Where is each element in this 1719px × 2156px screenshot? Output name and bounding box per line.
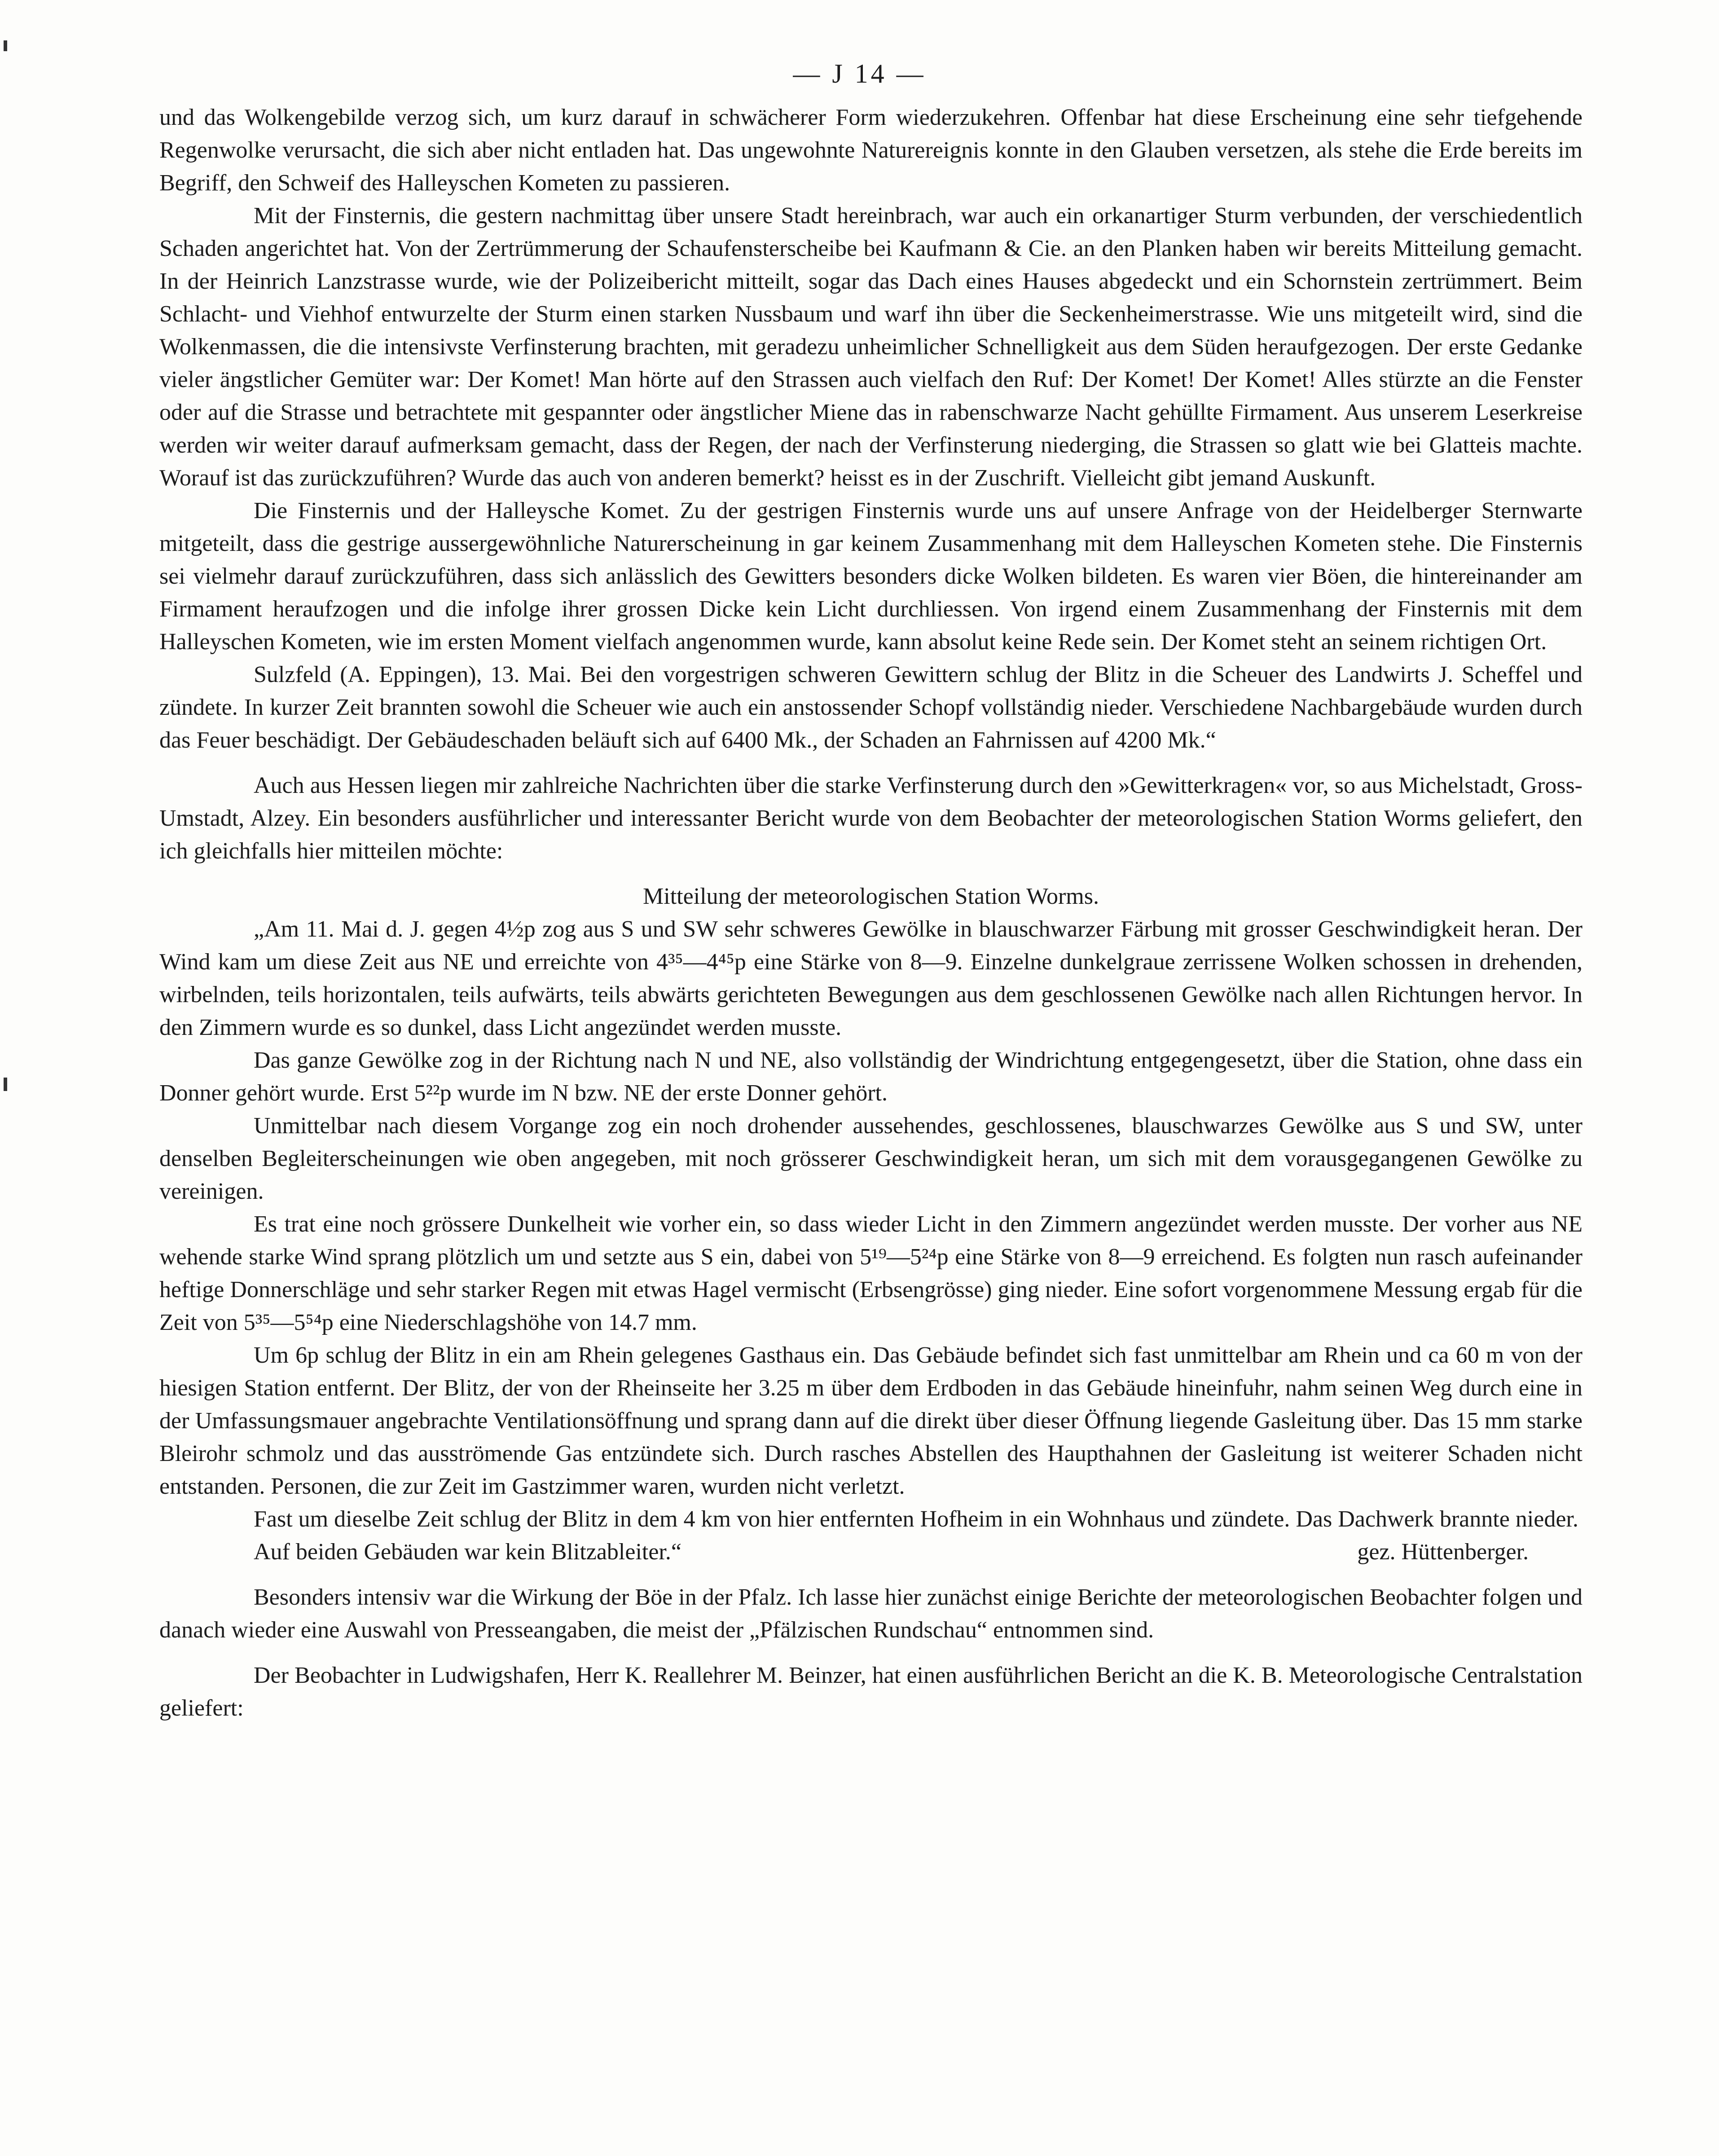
paragraph: Der Beobachter in Ludwigshafen, Herr K. Reallehrer M. Beinzer, hat einen ausführlichen Bericht an die K. B. Meteorologische Centralstation geliefert: bbox=[159, 1663, 1583, 1721]
paragraph: Um 6p schlug der Blitz in ein am Rhein gelegenes Gasthaus ein. Das Gebäude befindet sich fast unmittelbar am Rhein und ca 60 m von der hiesigen Station entfernt. Der Blitz, der von der Rheinseite her 3.25 m über dem Erdboden in das Gebäude hineinfuhr, nahm seinen Weg durch eine in der Umfassungsmauer angebrachte Ventilationsöffnung und sprang dann auf die direkt über dieser Öffnung liegende Gasleitung über. Das 15 mm starke Bleirohr schmolz und das ausströmende Gas entzündete sich. Durch rasches Abstellen des Haupthahnen der Gasleitung ist weiterer Schaden nicht entstanden. Personen, die zur Zeit im Gastzimmer waren, wurden nicht verletzt. bbox=[159, 1342, 1583, 1499]
paragraph: Die Finsternis und der Halleysche Komet. Zu der gestrigen Finsternis wurde uns auf unsere Anfrage von der Heidelberger Sternwarte mitgeteilt, dass die gestrige aussergewöhnliche Naturerscheinung in gar keinem Zusammenhang mit dem Halleyschen Kometen stehe. Die Finsternis sei vielmehr darauf zurückzuführen, dass sich anlässlich des Gewitters besonders dicke Wolken bildeten. Es waren vier Böen, die hintereinander am Firmament heraufzogen und die infolge ihrer grossen Dicke kein Licht durchliessen. Von irgend einem Zusammenhang der Finsternis mit dem Halleyschen Kometen, wie im ersten Moment vielfach angenommen wurde, kann absolut keine Rede sein. Der Komet steht an seinem richtigen Ort. bbox=[159, 498, 1583, 655]
paragraph: Es trat eine noch grössere Dunkelheit wie vorher ein, so dass wieder Licht in den Zimmern angezündet werden musste. Der vorher aus NE wehende starke Wind sprang plötzlich um und setzte aus S ein, dabei von 5¹⁹—5²⁴p eine Stärke von 8—9 erreichend. Es folgten nun rasch aufeinander heftige Donnerschläge und sehr starker Regen mit etwas Hagel vermischt (Erbsengrösse) ging nieder. Eine sofort vorgenommene Messung ergab für die Zeit von 5³⁵—5⁵⁴p eine Niederschlagshöhe von 14.7 mm. bbox=[159, 1211, 1583, 1335]
page-number: — J 14 — bbox=[793, 59, 926, 88]
paragraph: Sulzfeld (A. Eppingen), 13. Mai. Bei den vorgestrigen schweren Gewittern schlug der Blitz in die Scheuer des Landwirts J. Scheffel und zündete. In kurzer Zeit brannten sowohl die Scheuer wie auch ein anstossender Schopf vollständig nieder. Verschiedene Nachbargebäude wurden durch das Feuer beschädigt. Der Gebäudeschaden beläuft sich auf 6400 Mk., der Schaden an Fahrnissen auf 4200 Mk.“ bbox=[159, 662, 1583, 753]
paragraph: Das ganze Gewölke zog in der Richtung nach N und NE, also vollständig der Windrichtung entgegengesetzt, über die Station, ohne dass ein Donner gehört wurde. Erst 5²²p wurde im N bzw. NE der erste Donner gehört. bbox=[159, 1047, 1583, 1106]
signature: gez. Hüttenberger. bbox=[1357, 1539, 1529, 1565]
margin-mark bbox=[4, 40, 7, 51]
paragraph: „Am 11. Mai d. J. gegen 4½p zog aus S und SW sehr schweres Gewölke in blauschwarzer Färbung mit grosser Geschwindigkeit heran. Der Wind kam um diese Zeit aus NE und erreichte von 4³⁵—4⁴⁵p eine Stärke von 8—9. Einzelne dunkelgraue zerrissene Wolken schossen in drehenden, wirbelnden, teils horizontalen, teils aufwärts, teils abwärts gerichteten Bewegungen aus dem geschlossenen Gewölke nach allen Richtungen hervor. In den Zimmern wurde es so dunkel, dass Licht angezündet werden musste. bbox=[159, 916, 1583, 1040]
paragraph: und das Wolkengebilde verzog sich, um kurz darauf in schwächerer Form wiederzukehren. Offenbar hat diese Erscheinung eine sehr tiefgehende Regenwolke verursacht, die sich aber nicht entladen hat. Das ungewohnte Naturereignis konnte in den Glauben versetzen, als stehe die Erde bereits im Begriff, den Schweif des Halleyschen Kometen zu passieren. bbox=[159, 105, 1583, 196]
paragraph: Unmittelbar nach diesem Vorgange zog ein noch drohender aussehendes, geschlossenes, blauschwarzes Gewölke aus S und SW, unter denselben Begleiterscheinungen wie oben angegeben, mit noch grösserer Geschwindigkeit heran, um sich mit dem vorausgegangenen Gewölke zu vereinigen. bbox=[159, 1113, 1583, 1204]
closing-text: Auf beiden Gebäuden war kein Blitzableiter.“ bbox=[254, 1539, 681, 1565]
paragraph: Fast um dieselbe Zeit schlug der Blitz in dem 4 km von hier entfernten Hofheim in ein Wohnhaus und zündete. Das Dachwerk brannte nieder. bbox=[254, 1506, 1578, 1532]
article-body bbox=[159, 101, 1583, 1725]
paragraph: Besonders intensiv war die Wirkung der Böe in der Pfalz. Ich lasse hier zunächst einige Berichte der meteorologischen Beobachter folgen und danach wieder eine Auswahl von Presseangaben, die meist der „Pfälzischen Rundschau“ entnommen sind. bbox=[159, 1584, 1583, 1643]
margin-mark bbox=[4, 1078, 7, 1091]
paragraph: Mit der Finsternis, die gestern nachmittag über unsere Stadt hereinbrach, war auch ein orkanartiger Sturm verbunden, der verschiedentlich Schaden angerichtet hat. Von der Zertrümmerung der Schaufensterscheibe bei Kaufmann & Cie. an den Planken haben wir bereits Mitteilung gemacht. In der Heinrich Lanzstrasse wurde, wie der Polizeibericht mitteilt, sogar das Dach eines Hauses abgedeckt und ein Schornstein zertrümmert. Beim Schlacht- und Viehhof entwurzelte der Sturm einen starken Nussbaum und warf ihn über die Seckenheimerstrasse. Wie uns mitgeteilt wird, sind die Wolkenmassen, die die intensivste Verfinsterung brachten, mit geradezu unheimlicher Schnelligkeit aus dem Süden heraufgezogen. Der erste Gedanke vieler ängstlicher Gemüter war: Der Komet! Man hörte auf den Strassen auch vielfach den Ruf: Der Komet! Der Komet! Alles stürzte an die Fenster oder auf die Strasse und betrachtete mit gespannter oder ängstlicher Miene das in rabenschwarze Nacht gehüllte Firmament. Aus unserem Leserkreise werden wir weiter darauf aufmerksam gemacht, dass der Regen, der nach der Verfinsterung niederging, die Strassen so glatt wie bei Glatteis machte. Worauf ist das zurückzuführen? Wurde das auch von anderen bemerkt? heisst es in der Zuschrift. Vielleicht gibt jemand Auskunft. bbox=[159, 203, 1583, 491]
signature-line bbox=[159, 1536, 1583, 1568]
section-heading: Mitteilung der meteorologischen Station Worms. bbox=[643, 884, 1099, 909]
paragraph: Auch aus Hessen liegen mir zahlreiche Nachrichten über die starke Verfinsterung durch den »Gewitterkragen« vor, so aus Michelstadt, Gross-Umstadt, Alzey. Ein besonders ausführlicher und interessanter Bericht wurde von dem Beobachter der meteorologischen Station Worms geliefert, den ich gleichfalls hier mitteilen möchte: bbox=[159, 773, 1583, 864]
